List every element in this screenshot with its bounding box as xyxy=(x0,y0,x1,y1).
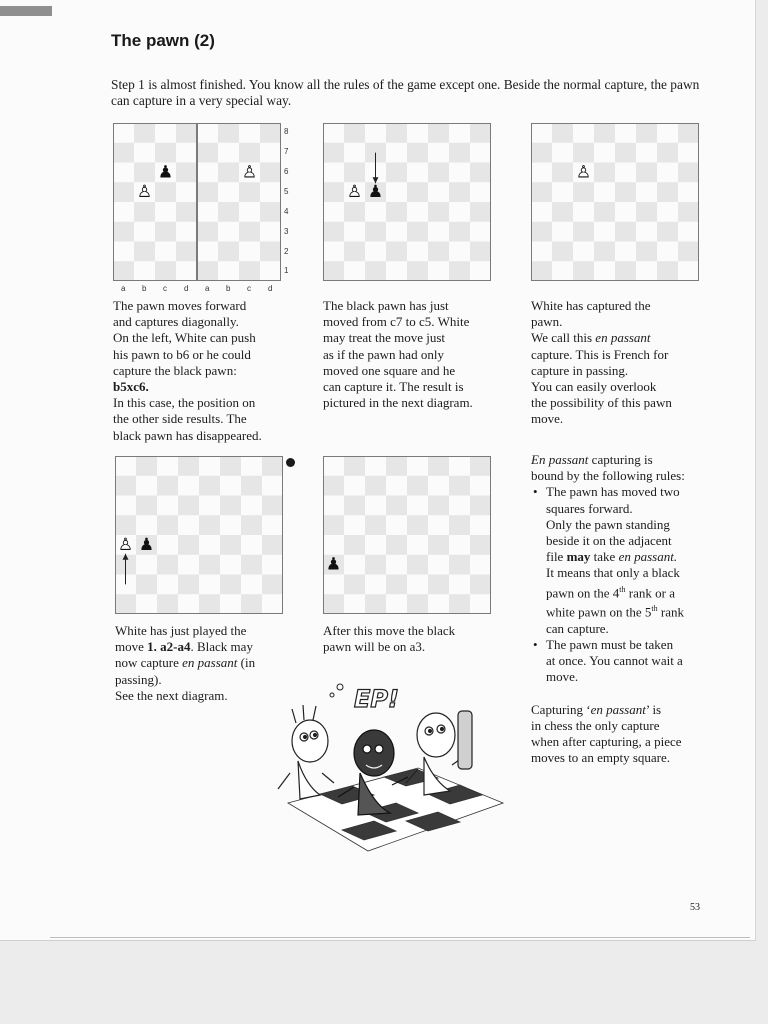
caption-line: pawn will be on a3. xyxy=(323,639,426,655)
rules-line: bound by the following rules: xyxy=(531,468,685,484)
dark-square xyxy=(323,515,344,535)
dark-square xyxy=(262,456,283,476)
dark-square xyxy=(636,202,657,222)
dark-square xyxy=(344,456,365,476)
caption-term: en passant xyxy=(595,330,651,346)
caption-line: pictured in the next diagram. xyxy=(323,395,473,411)
scan-corner-mark xyxy=(0,6,52,16)
dark-square xyxy=(134,163,155,183)
dark-square xyxy=(636,242,657,262)
dark-square xyxy=(365,476,386,496)
caption-line: We call this xyxy=(531,330,596,346)
dark-square xyxy=(636,163,657,183)
scan-edge-line xyxy=(50,937,750,938)
dark-square xyxy=(407,555,428,575)
rules-list xyxy=(531,484,716,685)
bullet-dot xyxy=(286,458,295,467)
dark-square xyxy=(220,456,241,476)
en-passant-rules xyxy=(531,452,716,766)
rules-line: squares forward. xyxy=(546,500,633,516)
caption-black-pawn-a3 xyxy=(323,623,503,655)
file-label: a xyxy=(121,284,126,293)
caption-line: the possibility of this pawn xyxy=(531,395,672,411)
dark-square xyxy=(407,594,428,614)
dark-square xyxy=(157,515,178,535)
chess-diagram-after-capture xyxy=(197,123,281,281)
dark-square xyxy=(552,163,573,183)
file-label: c xyxy=(163,284,167,293)
dark-square xyxy=(386,163,407,183)
dark-square xyxy=(615,222,636,242)
dark-square xyxy=(594,123,615,143)
dark-square xyxy=(199,515,220,535)
dark-square xyxy=(636,123,657,143)
dark-square xyxy=(323,594,344,614)
rules-line: white pawn on the 5 xyxy=(546,604,652,620)
dark-square xyxy=(407,261,428,281)
caption-line: White has captured the xyxy=(531,298,651,313)
dark-square xyxy=(386,496,407,516)
rank-label: 2 xyxy=(284,247,289,256)
caption-line: The black pawn has just xyxy=(323,298,449,313)
dark-square xyxy=(178,535,199,555)
dark-square xyxy=(157,476,178,496)
caption-line: White has just played the xyxy=(115,623,247,638)
speech-exclamation xyxy=(330,684,399,713)
dark-square xyxy=(449,515,470,535)
rules-line: file xyxy=(546,549,567,565)
file-label: b xyxy=(142,284,147,293)
dark-square xyxy=(678,123,699,143)
rules-line: Capturing ‘ xyxy=(531,701,591,717)
rules-line: rank xyxy=(657,604,685,620)
rules-line: The pawn has moved two xyxy=(546,484,680,500)
white-pawn-icon: ♙ xyxy=(241,162,258,183)
dark-square xyxy=(344,242,365,262)
dark-square xyxy=(262,535,283,555)
dark-square xyxy=(113,143,134,163)
caption-line: may treat the move just xyxy=(323,330,446,346)
page-number: 53 xyxy=(690,902,700,913)
rank-label: 6 xyxy=(284,167,289,176)
dark-square xyxy=(594,242,615,262)
rules-line: pawn on the 4 xyxy=(546,584,620,600)
dark-square xyxy=(344,202,365,222)
dark-square xyxy=(218,242,239,262)
rules-line: capturing is xyxy=(588,452,653,467)
dark-square xyxy=(134,123,155,143)
dark-square xyxy=(365,594,386,614)
rank-label: 3 xyxy=(284,227,289,236)
dark-square xyxy=(657,182,678,202)
rules-line: Only the pawn standing xyxy=(546,516,670,532)
dark-square xyxy=(365,261,386,281)
dark-square xyxy=(239,143,260,163)
dark-square xyxy=(386,202,407,222)
dark-square xyxy=(220,575,241,595)
rules-line: beside it on the adjacent xyxy=(546,533,672,549)
dark-square xyxy=(199,555,220,575)
dark-square xyxy=(218,123,239,143)
dark-square xyxy=(197,143,218,163)
cartoon-pawns-illustration xyxy=(268,673,504,873)
dark-square xyxy=(241,515,262,535)
dark-square xyxy=(323,143,344,163)
dark-square xyxy=(262,496,283,516)
dark-square xyxy=(428,123,449,143)
dark-square xyxy=(113,222,134,242)
dark-square xyxy=(470,456,491,476)
dark-square xyxy=(136,575,157,595)
caption-line: capture in passing. xyxy=(531,362,629,378)
white-pawn-icon: ♙ xyxy=(575,162,592,183)
dark-square xyxy=(115,476,136,496)
chess-diagram-black-pawn-on-a3 xyxy=(323,456,491,614)
dark-square xyxy=(573,261,594,281)
black-pawn-icon: ♟ xyxy=(367,182,384,203)
caption-line: move. xyxy=(531,411,564,427)
rule-item-immediate xyxy=(531,637,716,686)
dark-square xyxy=(134,242,155,262)
dark-square xyxy=(136,456,157,476)
dark-square xyxy=(365,515,386,535)
dark-square xyxy=(386,535,407,555)
caption-line: moved one square and he xyxy=(323,362,456,378)
dark-square xyxy=(260,163,281,183)
dark-square xyxy=(220,496,241,516)
white-pawn-icon: ♙ xyxy=(136,182,153,203)
dark-square xyxy=(262,575,283,595)
caption-move-notation: 1. a2-a4 xyxy=(147,639,191,655)
dark-square xyxy=(470,202,491,222)
caption-line: capture the black pawn: xyxy=(113,362,237,378)
dark-square xyxy=(449,555,470,575)
caption-line: passing). xyxy=(115,671,162,687)
white-pawn-icon: ♙ xyxy=(346,182,363,203)
chess-diagram-black-double-step xyxy=(323,123,491,281)
dark-square xyxy=(573,182,594,202)
dark-square xyxy=(552,123,573,143)
dark-square xyxy=(449,182,470,202)
dark-square xyxy=(428,456,449,476)
caption-line: move xyxy=(115,639,148,655)
caption-line: now capture xyxy=(115,655,183,671)
dark-square xyxy=(449,476,470,496)
dark-square xyxy=(178,456,199,476)
caption-line: In this case, the position on xyxy=(113,395,256,411)
dark-square xyxy=(218,202,239,222)
chess-diagram-en-passant-result xyxy=(531,123,699,281)
rank-label: 4 xyxy=(284,207,289,216)
dark-square xyxy=(136,496,157,516)
dark-square xyxy=(323,261,344,281)
dark-square xyxy=(176,242,197,262)
dark-square xyxy=(407,143,428,163)
dark-square xyxy=(323,182,344,202)
dark-square xyxy=(531,222,552,242)
caption-line: After this move the black xyxy=(323,623,456,638)
dark-square xyxy=(197,261,218,281)
dark-square xyxy=(344,123,365,143)
caption-line: the other side results. The xyxy=(113,411,247,427)
dark-square xyxy=(615,261,636,281)
dark-square xyxy=(428,575,449,595)
white-pawn-character-left xyxy=(278,705,334,799)
dark-square xyxy=(552,242,573,262)
dark-square xyxy=(407,476,428,496)
dark-square xyxy=(407,222,428,242)
dark-square xyxy=(344,535,365,555)
caption-line: The pawn moves forward xyxy=(113,298,247,313)
black-pawn-icon: ♟ xyxy=(157,162,174,183)
caption-line: his pawn to b6 or he could xyxy=(113,346,251,362)
dark-square xyxy=(176,202,197,222)
ordinal-suffix: th xyxy=(619,584,626,594)
dark-square xyxy=(199,476,220,496)
caption-white-double-step xyxy=(115,623,290,704)
dark-square xyxy=(157,555,178,575)
dark-square xyxy=(176,123,197,143)
rules-term: en passant xyxy=(590,701,646,717)
file-label: c xyxy=(247,284,251,293)
dark-square xyxy=(178,496,199,516)
dark-square xyxy=(155,261,176,281)
caption-en-passant-definition xyxy=(531,298,711,428)
rules-intro xyxy=(531,452,716,484)
caption-line: (in xyxy=(237,655,256,671)
rules-term: en passant. xyxy=(618,549,678,565)
dark-square xyxy=(449,143,470,163)
dark-square xyxy=(386,575,407,595)
rank-label: 8 xyxy=(284,127,289,136)
dark-square xyxy=(615,143,636,163)
dark-square xyxy=(428,202,449,222)
dark-square xyxy=(407,182,428,202)
dark-square xyxy=(260,202,281,222)
caption-line: On the left, White can push xyxy=(113,330,256,346)
rules-line: in chess the only capture xyxy=(531,717,660,733)
caption-line: and captures diagonally. xyxy=(113,314,239,330)
dark-square xyxy=(573,222,594,242)
rules-line: can capture. xyxy=(546,620,609,636)
dark-square xyxy=(115,594,136,614)
file-label: d xyxy=(184,284,189,293)
rules-emphasis: may xyxy=(566,549,591,565)
rules-line: moves to an empty square. xyxy=(531,750,670,766)
dark-square xyxy=(323,222,344,242)
dark-square xyxy=(428,242,449,262)
dark-square xyxy=(115,515,136,535)
dark-square xyxy=(470,535,491,555)
dark-square xyxy=(260,242,281,262)
ordinal-suffix: th xyxy=(651,604,658,614)
caption-black-pawn-moved xyxy=(323,298,503,411)
dark-square xyxy=(531,261,552,281)
rules-line: at once. You cannot wait a xyxy=(546,653,683,669)
rank-label: 7 xyxy=(284,147,289,156)
dark-square xyxy=(531,143,552,163)
rules-closing xyxy=(531,702,716,767)
dark-square xyxy=(428,535,449,555)
dark-square xyxy=(241,555,262,575)
dark-square xyxy=(220,535,241,555)
dark-square xyxy=(155,222,176,242)
dark-square xyxy=(344,575,365,595)
chess-diagram-white-double-step xyxy=(115,456,283,614)
white-pawn-icon: ♙ xyxy=(117,534,134,555)
caption-line: black pawn has disappeared. xyxy=(113,427,262,443)
rules-line: The pawn must be taken xyxy=(546,636,674,652)
rank-label: 5 xyxy=(284,187,289,196)
dark-square xyxy=(199,594,220,614)
dark-square xyxy=(678,202,699,222)
caption-pawn-capture xyxy=(113,298,288,444)
dark-square xyxy=(470,123,491,143)
file-label: d xyxy=(268,284,273,293)
dark-square xyxy=(113,261,134,281)
black-pawn-icon: ♟ xyxy=(325,554,342,575)
dark-square xyxy=(552,202,573,222)
dark-square xyxy=(344,163,365,183)
dark-square xyxy=(157,594,178,614)
rules-term: En passant xyxy=(531,452,589,467)
dark-square xyxy=(134,202,155,222)
dark-square xyxy=(407,515,428,535)
dark-square xyxy=(657,143,678,163)
caption-line: capture. This is French for xyxy=(531,346,669,362)
dark-square xyxy=(155,182,176,202)
caption-line: moved from c7 to c5. White xyxy=(323,314,470,330)
caption-line: See the next diagram. xyxy=(115,687,228,703)
dark-square xyxy=(657,261,678,281)
rules-line: It means that only a black xyxy=(546,565,680,581)
dark-square xyxy=(113,182,134,202)
caption-line: can capture it. The result is xyxy=(323,379,464,395)
rules-line: ’ is xyxy=(645,701,662,717)
dark-square xyxy=(594,202,615,222)
dark-square xyxy=(323,476,344,496)
rules-line: take xyxy=(590,549,619,565)
dark-square xyxy=(449,222,470,242)
rules-line: rank or a xyxy=(625,584,675,600)
dark-square xyxy=(239,261,260,281)
dark-square xyxy=(386,123,407,143)
dark-square xyxy=(197,222,218,242)
dark-square xyxy=(470,242,491,262)
file-label: b xyxy=(226,284,231,293)
dark-square xyxy=(428,496,449,516)
rule-item-double-step xyxy=(531,484,716,636)
dark-square xyxy=(470,575,491,595)
rules-line: when after capturing, a piece xyxy=(531,733,682,749)
intro-paragraph: Step 1 is almost finished. You know all the rules of the game except one. Beside the normal capture, the pawn can capture in a very special way. xyxy=(111,77,700,108)
dark-square xyxy=(428,163,449,183)
rank-label: 1 xyxy=(284,266,289,275)
dark-square xyxy=(678,163,699,183)
caption-line: You can easily overlook xyxy=(531,379,657,395)
dark-square xyxy=(449,594,470,614)
dark-square xyxy=(178,575,199,595)
dark-square xyxy=(470,163,491,183)
dark-square xyxy=(218,163,239,183)
dark-square xyxy=(594,163,615,183)
dark-square xyxy=(615,182,636,202)
dark-square xyxy=(531,182,552,202)
caption-line: pawn. xyxy=(531,314,563,330)
dark-square xyxy=(449,261,470,281)
dark-square xyxy=(386,456,407,476)
dark-square xyxy=(239,182,260,202)
caption-line: as if the pawn had only xyxy=(323,346,444,362)
dark-square xyxy=(573,143,594,163)
dark-square xyxy=(386,242,407,262)
dark-square xyxy=(239,222,260,242)
dark-square xyxy=(155,143,176,163)
dark-square xyxy=(241,594,262,614)
dark-square xyxy=(657,222,678,242)
caption-move-notation: b5xc6. xyxy=(113,379,149,395)
rules-line: move. xyxy=(546,669,579,685)
caption-line: . Black may xyxy=(190,639,253,655)
caption-term: en passant xyxy=(182,655,238,671)
dark-square xyxy=(678,242,699,262)
file-label: a xyxy=(205,284,210,293)
dark-square xyxy=(344,496,365,516)
dark-square xyxy=(260,123,281,143)
dark-square xyxy=(365,222,386,242)
dark-square xyxy=(176,163,197,183)
dark-square xyxy=(197,182,218,202)
chess-diagram-before-capture xyxy=(113,123,197,281)
checkered-floor xyxy=(288,768,503,851)
dark-square xyxy=(365,555,386,575)
dark-square xyxy=(470,496,491,516)
page-title: The pawn (2) xyxy=(111,31,215,50)
dark-square xyxy=(241,476,262,496)
black-pawn-icon: ♟ xyxy=(138,534,155,555)
speech-text: EP! xyxy=(354,685,399,713)
